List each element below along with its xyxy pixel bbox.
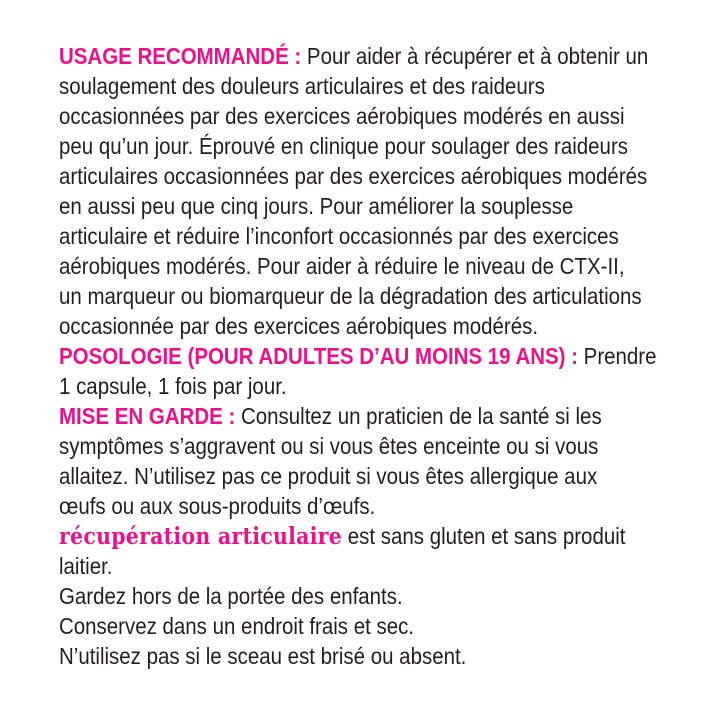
- body-text: Conservez dans un endroit frais et sec.: [59, 613, 414, 639]
- label-line: [59, 71, 718, 101]
- label-line: [59, 611, 718, 641]
- label-line: [59, 281, 718, 311]
- label-line: [59, 101, 718, 131]
- body-text: soulagement des douleurs articulaires et des raideurs: [59, 73, 545, 99]
- label-line: [59, 341, 718, 371]
- label-line: [59, 431, 718, 461]
- label-line: [59, 221, 718, 251]
- label-line: [59, 491, 718, 521]
- body-text: est sans gluten et sans produit: [342, 523, 626, 549]
- label-line: [59, 521, 718, 551]
- label-line: [59, 461, 718, 491]
- body-text: en aussi peu que cinq jours. Pour améliorer la souplesse: [59, 193, 574, 219]
- body-text: Pour aider à récupérer et à obtenir un: [306, 43, 649, 69]
- body-text: aérobiques modérés. Pour aider à réduire le niveau de CTX-II,: [59, 253, 625, 279]
- section-heading-usage: USAGE RECOMMANDÉ :: [59, 43, 307, 69]
- body-text: Gardez hors de la portée des enfants.: [59, 583, 403, 609]
- body-text: occasionnées par des exercices aérobiques modérés en aussi: [59, 103, 625, 129]
- body-text: occasionnée par des exercices aérobiques modérés.: [59, 313, 539, 339]
- label-line: [59, 371, 718, 401]
- label-line: [59, 131, 718, 161]
- label-line: [59, 191, 718, 221]
- label-line: [59, 161, 718, 191]
- body-text: œufs ou aux sous-produits d’œufs.: [59, 493, 376, 519]
- label-line: [59, 251, 718, 281]
- body-text: un marqueur ou biomarqueur de la dégradation des articulations: [59, 283, 642, 309]
- body-text: Consultez un praticien de la santé si les: [240, 403, 602, 429]
- label-line: [59, 641, 718, 671]
- body-text: laitier.: [59, 553, 113, 579]
- body-text: articulaire et réduire l’inconfort occasionnés par des exercices: [59, 223, 619, 249]
- label-line: [59, 581, 718, 611]
- label-text-column: [59, 41, 718, 671]
- label-line: [59, 401, 718, 431]
- product-label-panel: [59, 41, 719, 671]
- label-line: [59, 311, 718, 341]
- brand-name: récupération articulaire: [59, 523, 343, 550]
- body-text: peu qu’un jour. Éprouvé en clinique pour soulager des raideurs: [59, 133, 629, 159]
- body-text: symptômes s’aggravent ou si vous êtes enceinte ou si vous: [59, 433, 599, 459]
- section-heading-mise-en-garde: MISE EN GARDE :: [59, 403, 241, 429]
- body-text: N’utilisez pas si le sceau est brisé ou absent.: [59, 643, 467, 669]
- label-line: [59, 551, 718, 581]
- body-text: Prendre: [583, 343, 657, 369]
- body-text: 1 capsule, 1 fois par jour.: [59, 373, 287, 399]
- section-heading-posologie: POSOLOGIE (POUR ADULTES D’AU MOINS 19 ANS) :: [59, 343, 584, 369]
- label-line: [59, 41, 718, 71]
- body-text: articulaires occasionnées par des exercices aérobiques modérés: [59, 163, 648, 189]
- body-text: allaitez. N’utilisez pas ce produit si vous êtes allergique aux: [59, 463, 598, 489]
